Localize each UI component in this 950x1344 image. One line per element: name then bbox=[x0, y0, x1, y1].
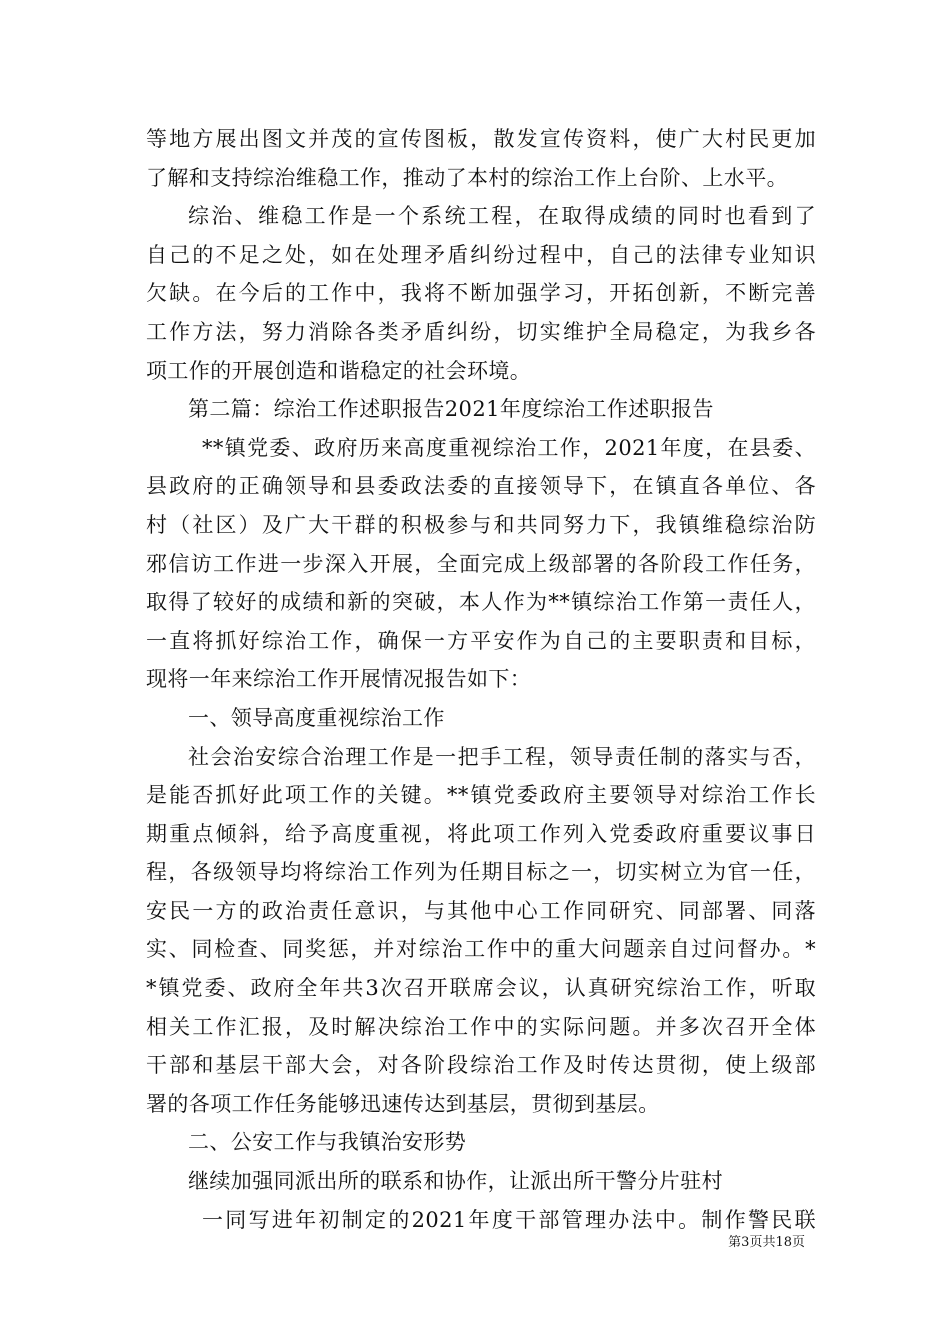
text-line: 署的各项工作任务能够迅速传达到基层，贯彻到基层。 bbox=[146, 1091, 660, 1116]
text-line: 工作方法，努力消除各类矛盾纠纷，切实维护全局稳定，为我乡各 bbox=[146, 319, 816, 344]
text-line: 期重点倾斜，给予高度重视，将此项工作列入党委政府重要议事日 bbox=[146, 821, 816, 846]
text-line: 了解和支持综治维稳工作，推动了本村的综治工作上台阶、上水平。 bbox=[146, 165, 788, 190]
section-heading: 一、领导高度重视综治工作 bbox=[188, 705, 445, 730]
text-line: 村（社区）及广大干群的积极参与和共同努力下，我镇维稳综治防 bbox=[146, 512, 816, 537]
text-line: 县政府的正确领导和县委政法委的直接领导下，在镇直各单位、各 bbox=[146, 474, 816, 499]
text-line: 取得了较好的成绩和新的突破，本人作为**镇综治工作第一责任人， bbox=[146, 590, 816, 615]
text-line: 是能否抓好此项工作的关键。**镇党委政府主要领导对综治工作长 bbox=[146, 783, 816, 808]
text-line: 相关工作汇报，及时解决综治工作中的实际问题。并多次召开全体 bbox=[146, 1014, 816, 1039]
text-line: 继续加强同派出所的联系和协作，让派出所干警分片驻村 bbox=[188, 1169, 723, 1194]
text-line: 一同写进年初制定的2021年度干部管理办法中。制作警民联 bbox=[202, 1207, 816, 1232]
text-line: **镇党委、政府历来高度重视综治工作，2021年度，在县委、 bbox=[202, 435, 816, 460]
text-line: 邪信访工作进一步深入开展，全面完成上级部署的各阶段工作任务， bbox=[146, 551, 816, 576]
text-line: 项工作的开展创造和谐稳定的社会环境。 bbox=[146, 358, 532, 383]
page-number: 第3页共18页 bbox=[728, 1235, 805, 1250]
section-heading: 二、公安工作与我镇治安形势 bbox=[188, 1130, 467, 1155]
text-line: 安民一方的政治责任意识，与其他中心工作同研究、同部署、同落 bbox=[146, 898, 816, 923]
text-line: 干部和基层干部大会，对各阶段综治工作及时传达贯彻，使上级部 bbox=[146, 1053, 816, 1078]
text-line: 现将一年来综治工作开展情况报告如下： bbox=[146, 667, 532, 692]
document-body bbox=[146, 120, 816, 1239]
section-heading: 第二篇：综治工作述职报告2021年度综治工作述职报告 bbox=[188, 397, 714, 422]
text-line: 欠缺。在今后的工作中，我将不断加强学习，开拓创新，不断完善 bbox=[146, 281, 816, 306]
text-line: 社会治安综合治理工作是一把手工程，领导责任制的落实与否， bbox=[188, 744, 816, 769]
text-line: 等地方展出图文并茂的宣传图板，散发宣传资料，使广大村民更加 bbox=[146, 127, 816, 151]
text-line: 程，各级领导均将综治工作列为任期目标之一，切实树立为官一任， bbox=[146, 860, 816, 885]
text-line: 自己的不足之处，如在处理矛盾纠纷过程中，自己的法律专业知识 bbox=[146, 242, 816, 267]
text-line: 实、同检查、同奖惩，并对综治工作中的重大问题亲自过问督办。* bbox=[146, 937, 816, 962]
text-line: 一直将抓好综治工作，确保一方平安作为自己的主要职责和目标， bbox=[146, 628, 816, 653]
text-line: 综治、维稳工作是一个系统工程，在取得成绩的同时也看到了 bbox=[188, 204, 816, 229]
text-line: *镇党委、政府全年共3次召开联席会议，认真研究综治工作，听取 bbox=[146, 976, 816, 1001]
